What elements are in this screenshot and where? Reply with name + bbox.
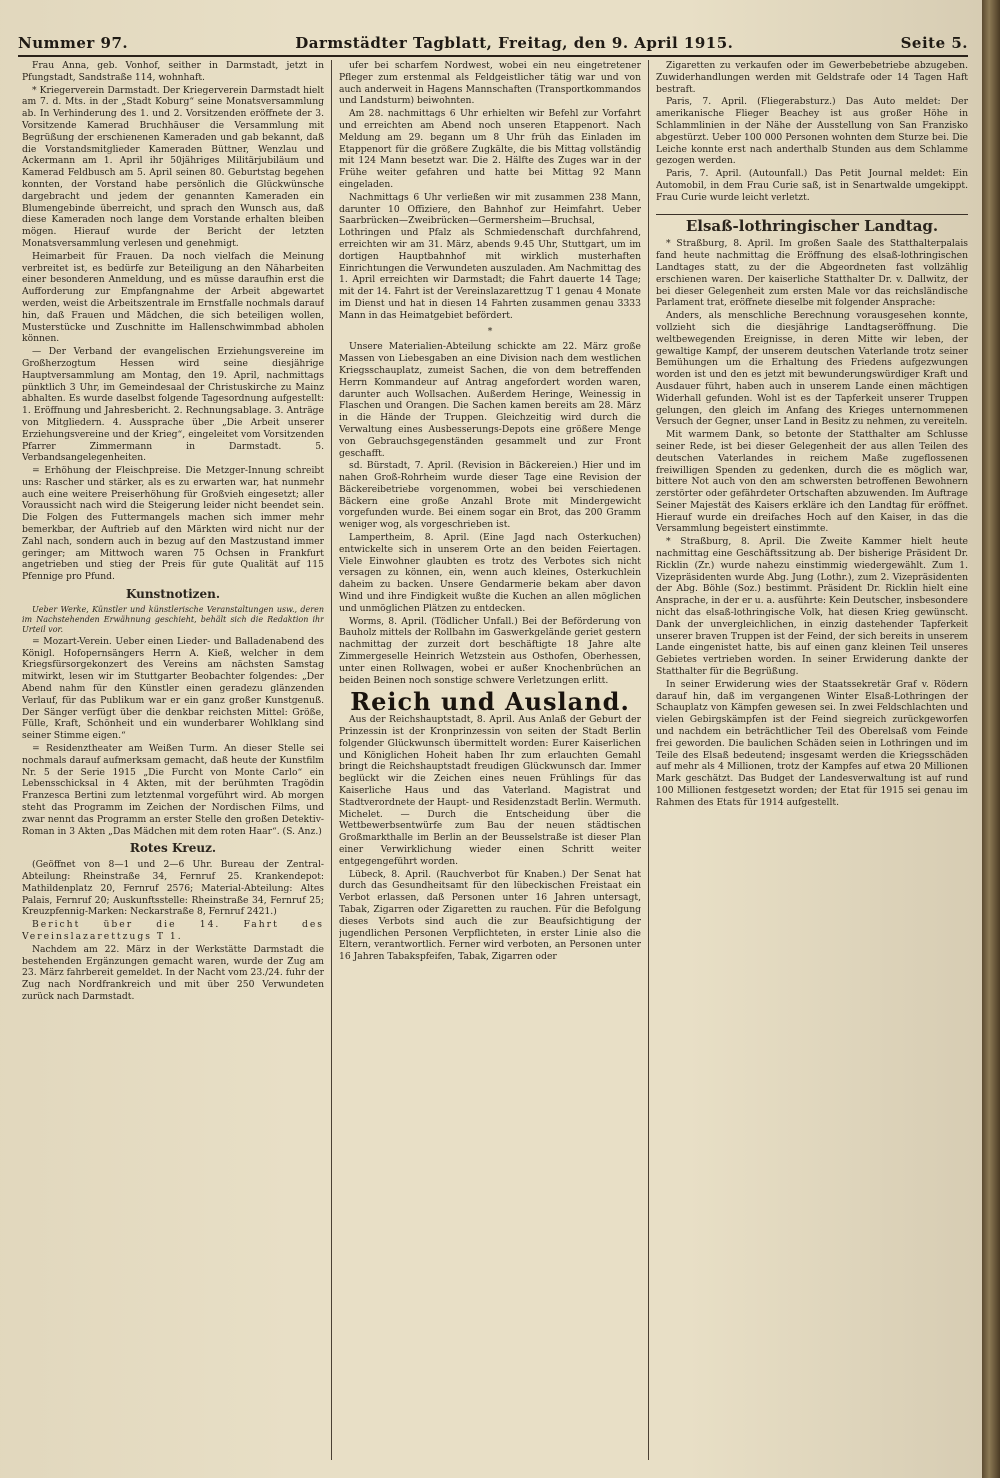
- article-lazarettzug: Nachdem am 22. März in der Werkstätte Darmstadt die bestehenden Ergänzungen gemacht waren, wurde der Zug am 23. März fahrbereit gemeldet. In der Nacht vom 23./24. fuhr der Zug nach Nordfrankreich und mit über 250 Verwundeten zurück nach Darmstadt.: [22, 943, 324, 1002]
- article-paragraph: Am 28. nachmittags 6 Uhr erhielten wir Befehl zur Vorfahrt und erreichten am Abend noch unseren Etappenort. Nach Meldung am 29. begann um 8 Uhr früh das Einladen im Etappenort für die größere Zugkälte, die bis Mittag vollständig mit 124 Mann besetzt war. Die 2. Hälfte des Zuges war in der Frühe weiter gefahren und hatte bei Mittag 92 Mann eingeladen.: [339, 108, 641, 190]
- article-materialien: Unsere Materialien-Abteilung schickte am 22. März große Massen von Liebesgaben an eine Division nach dem westlichen Kriegsschauplatz, zumeist Sachen, die von dem betreffenden Herrn Kommandeur auf Antrag angefordert worden waren, darunter auch Wollsachen. Außerdem Heringe, Weinessig in Flaschen und Orangen. Die Sachen kamen bereits am 28. März in die Hände der Truppen. Gleichzeitig wird durch die Verwaltung eines Ausbesserungs-Depots eine größere Menge von Gebrauchsgegenständen gesammelt und zur Front geschafft.: [339, 341, 641, 459]
- article-paragraph: Frau Anna, geb. Vonhof, seither in Darmstadt, jetzt in Pfungstadt, Sandstraße 114, wohnhaft.: [22, 60, 324, 83]
- column-1: [22, 60, 324, 1460]
- article-strassburg-2: * Straßburg, 8. April. Die Zweite Kammer hielt heute nachmittag eine Geschäftssitzung ab. Der bisherige Präsident Dr. Ricklin (Zr.) wurde nahezu einstimmig wiedergewählt. Zum 1. Vizepräsidenten wurde Abg. Jung (Lothr.), zum 2. Vizepräsidenten der Abg. Böhle (Soz.) bestimmt. Präsident Dr. Ricklin hielt eine Ansprache, in der er u. a. ausführte: Kein Deutscher, insbesondere nicht das elsaß-lothringische Volk, hat diesen Krieg gewünscht. Dank der unvergleichlichen, in einzig dastehender Tapferkeit unserer braven Truppen ist der Feind, der sich bereits in unserem Lande eingenistet hatte, bis auf einen ganz kleinen Teil unseres Gebietes vertrieben worden. In seiner Erwiderung dankte der Statthalter für die Begrüßung.: [656, 536, 968, 678]
- article-paragraph: ufer bei scharfem Nordwest, wobei ein neu eingetretener Pfleger zum erstenmal als Feldgeistlicher tätig war und von auch anderweit in Hagens Mannschaften (Transportkommandos und Landsturm) beiwohnten.: [339, 60, 641, 107]
- binding-edge: [982, 0, 1000, 1478]
- article-paris-flieger: Paris, 7. April. (Fliegerabsturz.) Das Auto meldet: Der amerikanische Flieger Beachey ist aus großer Höhe in Schlammlinien in der Nähe der Ausstellung von San Franzisko abgestürzt. Ueber 100 000 Personen wohnten dem Sturze bei. Die Leiche konnte erst nach anderthalb Stunden aus dem Schlamme gezogen werden.: [656, 96, 968, 167]
- editorial-note: Ueber Werke, Künstler und künstlerische Veranstaltungen usw., deren im Nachstehenden Erwähnung geschieht, behält sich die Redaktion ihr Urteil vor.: [22, 604, 324, 634]
- article-rotes-kreuz-hours: (Geöffnet von 8—1 und 2—6 Uhr. Bureau der Zentral-Abteilung: Rheinstraße 34, Fernruf 25. Krankendepot: Mathildenplatz 20, Fernruf 2576; Material-Abteilung: Altes Palais, Fernruf 20; Auskunftsstelle: Rheinstraße 34, Fernruf 25; Kreuzpfennig-Marken: Neckarstraße 8, Fernruf 2421.): [22, 859, 324, 918]
- article-reichshauptstadt: Aus der Reichshauptstadt, 8. April. Aus Anlaß der Geburt der Prinzessin ist der Kronprinzessin von seiten der Stadt Berlin folgender Glückwunsch übermittelt worden: Eurer Kaiserlichen und Königlichen Hoheit haben Ihr zum erlauchten Gemahl bringt die Reichshauptstadt freudigen Glückwunsch dar. Immer beglückt wir die Zeichen eines neuen Frühlings für das Kaiserliche Haus und das Vaterland. Magistrat und Stadtverordnete der Haupt- und Residenzstadt Berlin. Wermuth. Michelet. — Durch die Entscheidung über die Wettbewerbsentwürfe zum Bau der neuen städtischen Großmarkthalle im Berlin an der Beusselstraße ist dieser Plan einer Verwirklichung wieder einen Schritt weiter entgegengeführt worden.: [339, 714, 641, 867]
- masthead: [18, 28, 968, 57]
- article-paris-auto: Paris, 7. April. (Autounfall.) Das Petit Journal meldet: Ein Automobil, in dem Frau Curie saß, ist in Senartwalde umgekippt. Frau Curie wurde leicht verletzt.: [656, 168, 968, 203]
- separator-star: *: [487, 325, 493, 337]
- article-residenztheater: = Residenztheater am Weißen Turm. An dieser Stelle sei nochmals darauf aufmerksam gemacht, daß heute der Kunstfilm Nr. 5 der Serie 1915 „Die Furcht von Monte Carlo“ ein Lebensschicksal in 4 Akten, mit der berühmten Tragödin Franzesca Bertini zum letztenmal vorgeführt wird. Ab morgen steht das Programm im Zeichen der Nordischen Films, und zwar nennt das Programm an erster Stelle den großen Detektiv-Roman in 3 Akten „Das Mädchen mit dem roten Haar“. (S. Anz.): [22, 743, 324, 837]
- article-paragraph: Nachmittags 6 Uhr verließen wir mit zusammen 238 Mann, darunter 10 Offiziere, den Bahnhof zur Heimfahrt. Ueber Saarbrücken—Zweibrücken—Germersheim—Bruchsal, Lothringen und Pfalz als Schmiedenschaft durchfahrend, erreichten wir am 31. März, abends 9.45 Uhr, Stuttgart, um im dortigen Hauptbahnhof mit wirklich musterhaften Einrichtungen die Verwundeten auszuladen. Am Nachmittag des 1. April erreichten wir Darmstadt; die Fahrt dauerte 14 Tage; mit der 14. Fahrt ist der Vereinslazarettzug T 1 genau 4 Monate im Dienst und hat in diesen 14 Fahrten zusammen genau 3333 Mann in das Heimatgebiet befördert.: [339, 191, 641, 321]
- article-worms: Worms, 8. April. (Tödlicher Unfall.) Bei der Beförderung von Bauholz mittels der Rollbahn im Gaswerkgelände geriet gestern nachmittag der zurzeit dort beschäftigte 18 Jahre alte Zimmergeselle Heinrich Wetzstein aus Osthofen, Oberhessen, unter einen Rollwagen, wobei er außer Knochenbrüchen an beiden Beinen noch sonstige schwere Verletzungen erlitt.: [339, 615, 641, 686]
- article-paragraph: Zigaretten zu verkaufen oder im Gewerbebetriebe abzugeben. Zuwiderhandlungen werden mit Geldstrafe oder 14 Tagen Haft bestraft.: [656, 60, 968, 95]
- newspaper-title-date: Darmstädter Tagblatt, Freitag, den 9. April 1915.: [295, 34, 734, 52]
- article-strassburg-1: * Straßburg, 8. April. Im großen Saale des Statthalterpalais fand heute nachmittag die Eröffnung des elsaß-lothringischen Landtages statt, zu der die Abgeordneten fast vollzählig erschienen waren. Der kaiserliche Statthalter Dr. v. Dallwitz, der bei dieser Gelegenheit zum ersten Male vor das reichsländische Parlament trat, eröffnete dieselbe mit folgender Ansprache:: [656, 238, 968, 309]
- article-subheading: Bericht über die 14. Fahrt des Vereinslazarettzugs T 1.: [22, 919, 324, 942]
- article-ansprache: Anders, als menschliche Berechnung vorausgesehen konnte, vollzieht sich die diesjährige Landtagseröffnung. Die weltbewegenden Ereignisse, in deren Mitte wir leben, der gewaltige Kampf, der unserem deutschen Vaterlande trotz seiner Bemühungen um die Erhaltung des Friedens aufgezwungen worden ist und den es jetzt mit bewunderungswürdiger Kraft und Ausdauer führt, haben auch in unserem Lande einen mächtigen Widerhall gefunden. Wohl ist es der Tapferkeit unserer Truppen gelungen, den gleich im Anfang des Krieges unternommenen Versuch der Gegner, unser Land in Besitz zu nehmen, zu vereiteln.: [656, 310, 968, 428]
- article-erziehungsvereine: — Der Verband der evangelischen Erziehungsvereine im Großherzogtum Hessen wird seine diesjährige Hauptversammlung am Montag, den 19. April, nachmittags pünktlich 3 Uhr, im Gemeindesaal der Christuskirche zu Mainz abhalten. Es wurde daselbst folgende Tagesordnung aufgestellt: 1. Eröffnung und Jahresbericht. 2. Rechnungsablage. 3. Anträge von Mitgliedern. 4. Aussprache über „Die Arbeit unserer Erziehungsvereine und der Krieg“, eingeleitet vom Vorsitzenden Pfarrer Zimmermann in Darmstadt. 5. Verbandsangelegenheiten.: [22, 346, 324, 464]
- section-heading-rotes-kreuz: Rotes Kreuz.: [129, 841, 217, 856]
- section-heading-reich-und-ausland: Reich und Ausland.: [350, 687, 630, 717]
- article-buerstadt: sd. Bürstadt, 7. April. (Revision in Bäckereien.) Hier und im nahen Groß-Rohrheim wurde dieser Tage eine Revision der Bäckereibetriebe vorgenommen, wobei bei verschiedenen Bäckern eine große Anzahl Brote mit Mindergewicht vorgefunden wurde. Bei einem sogar ein Brot, das 200 Gramm weniger wog, als vorgeschrieben ist.: [339, 460, 641, 531]
- section-heading-kunstnotizen: Kunstnotizen.: [125, 587, 221, 602]
- article-dank: Mit warmem Dank, so betonte der Statthalter am Schlusse seiner Rede, ist bei dieser Gelegenheit der aus allen Teilen des deutschen Vaterlandes in reichem Maße zugeflossenen freiwilligen Spenden zu gedenken, durch die es möglich war, bittere Not auch von den am schwersten betroffenen Bewohnern zerstörter oder gefährdeter Ortschaften abzuwenden. Im Auftrage Seiner Majestät des Kaisers erkläre ich den Landtag für eröffnet. Hierauf wurde ein dreifaches Hoch auf den Kaiser, in das die Versammlung begeistert einstimmte.: [656, 429, 968, 535]
- column-2: [339, 60, 641, 1460]
- article-kriegerverein: * Kriegerverein Darmstadt. Der Kriegerverein Darmstadt hielt am 7. d. Mts. in der „Stadt Koburg“ seine Monatsversammlung ab. In Verhinderung des 1. und 2. Vorsitzenden eröffnete der 3. Vorsitzende Kamerad Bruchhäuser die Versammlung mit Begrüßung der erschienenen Kameraden und gab bekannt, daß die Vorstandsmitglieder Kameraden Büttner, Wenzlau und Ackermann am 1. April ihr 50jähriges Militärjubiläum und Kamerad Feldbusch am 5. April seinen 80. Geburtstag begehen konnten, der Vorstand habe persönlich die Glückwünsche dargebracht und jedem der genannten Kameraden ein Blumengebinde überreicht, und sprach den Wunsch aus, daß diese Kameraden noch lange dem Vorstande erhalten bleiben mögen. Hierauf wurde der Bericht der letzten Monatsversammlung verlesen und genehmigt.: [22, 84, 324, 249]
- article-luebeck: Lübeck, 8. April. (Rauchverbot für Knaben.) Der Senat hat durch das Gesundheitsamt für den lübeckischen Freistaat ein Verbot erlassen, daß Personen unter 16 Jahren untersagt, Tabak, Zigarren oder Zigaretten zu rauchen. Für die Befolgung dieses Verbots sind auch die zur Beaufsichtigung der jugendlichen Personen Verpflichteten, in erster Linie also die Eltern, verantwortlich. Ferner wird verboten, an Personen unter 16 Jahren Tabakspfeifen, Tabak, Zigarren oder: [339, 868, 641, 963]
- column-3: [656, 60, 968, 1460]
- article-lampertheim: Lampertheim, 8. April. (Eine Jagd nach Osterkuchen) entwickelte sich in unserem Orte an den beiden Feiertagen. Viele Einwohner glaubten es trotz des Verbotes sich nicht versagen zu können, ein, wenn auch kleines, Osterkuchlein daheim zu backen. Unsere Gendarmerie bekam aber davon Wind und ihre Findigkeit wußte die Kuchen an allen möglichen und unmöglichen Plätzen zu entdecken.: [339, 532, 641, 614]
- article-mozart-verein: = Mozart-Verein. Ueber einen Lieder- und Balladenabend des Königl. Hofopernsängers Herrn A. Kieß, welcher in dem Kriegsfürsorgekonzert des Vereins am nächsten Samstag mitwirkt, lesen wir im Stuttgarter Beobachter folgendes: „Der Abend nahm für den Künstler einen geradezu glänzenden Verlauf, für das Publikum war er ein ganz großer Kunstgenuß. Der Sänger verfügt über die denkbar reichsten Mittel: Größe, Fülle, Kraft, Schönheit und ein wunderbarer Wohlklang sind seiner Stimme eigen.“: [22, 635, 324, 742]
- article-heimarbeit: Heimarbeit für Frauen. Da noch vielfach die Meinung verbreitet ist, es bedürfe zur Beteiligung an den Näharbeiten einer besonderen Anmeldung, und es müsse daraufhin erst die Aufforderung zur Empfangnahme der Arbeit abgewartet werden, weist die Arbeitszentrale im Ernstfalle nochmals darauf hin, daß Frauen und Mädchen, die sich beteiligen wollen, Musterstücke und Zuschnitte im Hallenschwimmbad abholen können.: [22, 250, 324, 345]
- column-rule-2: [648, 60, 649, 1460]
- article-roedern: In seiner Erwiderung wies der Staatssekretär Graf v. Rödern darauf hin, daß im vergangenen Winter Elsaß-Lothringen der Schauplatz von Kämpfen gewesen sei. In zwei Feldschlachten und vielen Gebirgskämpfen ist der Feind siegreich zurückgeworfen und nachdem ein beträchtlicher Teil des Oberelsaß vom Feinde frei geworden. Die baulichen Schäden seien in Lothringen und im Teile des Elsaß bedeutend; insgesamt werden die Kriegsschäden auf mehr als 4 Millionen, trotz der Kampfes auf etwa 20 Millionen Mark geschätzt. Das Budget der Landesverwaltung ist auf rund 100 Millionen festgesetzt worden; der Etat für 1915 sei genau im Rahmen des Etats für 1914 aufgestellt.: [656, 678, 968, 808]
- column-rule-1: [331, 60, 332, 1460]
- article-fleischpreise: = Erhöhung der Fleischpreise. Die Metzger-Innung schreibt uns: Rascher und stärker, als es zu erwarten war, hat nunmehr auch eine weitere Preiserhöhung für Großvieh eingesetzt; aller Voraussicht nach wird die Steigerung leider nicht beendet sein. Die Folgen des Futtermangels machen sich immer mehr bemerkbar, der Auftrieb auf den Märkten wird nicht nur der Zahl nach, sondern auch in bezug auf den Mastzustand immer geringer; am Mittwoch waren 75 Ochsen in Frankfurt angetrieben und stieg der Preis für gute Qualität auf 115 Pfennige pro Pfund.: [22, 465, 324, 583]
- page-number-label: Nummer 97.: [18, 34, 129, 52]
- section-heading-landtag: Elsaß-lothringischer Landtag.: [656, 214, 968, 233]
- page-label: Seite 5.: [900, 34, 968, 52]
